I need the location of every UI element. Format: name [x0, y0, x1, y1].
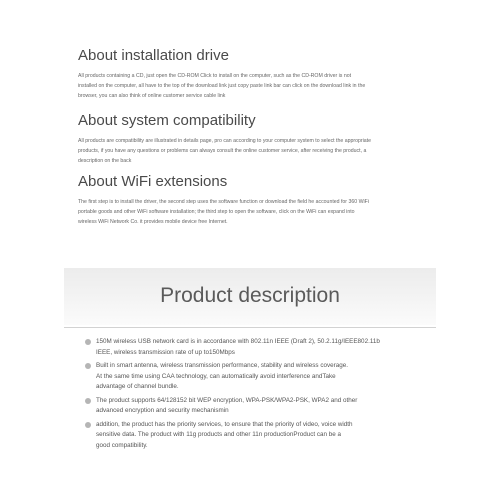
item-line: good compatibility. [96, 441, 148, 449]
section-title: About installation drive [78, 47, 229, 64]
list-item [80, 420, 440, 452]
divider [64, 327, 436, 328]
bullet-dot-icon [85, 422, 91, 428]
bullet-dot-icon [85, 339, 91, 345]
item-line: At the same time using CAA technology, can automatically avoid interference andTake [96, 372, 336, 380]
section-title: About system compatibility [78, 112, 256, 129]
list-item [80, 337, 440, 358]
section-title: About WiFi extensions [78, 173, 228, 190]
product-description-title: Product description [160, 284, 340, 307]
item-line: sensitive data. The product with 11g products and other 11n productionProduct can be a [96, 431, 342, 438]
section-body [78, 198, 436, 227]
section-body [78, 72, 436, 101]
section-body [78, 137, 436, 166]
bullet-dot-icon [85, 363, 91, 369]
body-line: installed on the computer, all have to the top of the download link just copy paste link bar can click on the download link in the [78, 82, 366, 89]
body-line: All products are compatibility are illustrated in details page, pro can according to your computer system to select the appropriate [78, 138, 371, 144]
body-line: All products containing a CD, just open the CD-ROM Click to install on the computer, such as the CD-ROM driver is not [78, 73, 352, 79]
section-system-compatibility [78, 112, 436, 166]
bullet-dot-icon [85, 398, 91, 404]
body-line: browser, you can also think of online customer service cable link [78, 92, 226, 99]
list-item [80, 396, 440, 417]
item-line: 150M wireless USB network card is in accordance with 802.11n IEEE (Draft 2), 50.2.11g/IEEE802.11b [96, 338, 380, 345]
item-line: addition, the product has the priority services, to ensure that the priority of video, voice width [96, 420, 353, 428]
item-line: Built in smart antenna, wireless transmission performance, stability and wireless coverage. [96, 362, 348, 369]
body-line: The first step is to install the driver, the second step uses the software function or download the field he accounted for 360 WiFi [78, 199, 369, 205]
item-line: advanced encryption and security mechanismin [96, 407, 229, 414]
body-line: products, if you have any questions or problems can always consult the online customer service, after receiving the product, a [78, 147, 367, 154]
item-line: The product supports 64/128152 bit WEP encryption, WPA-PSK/WPA2-PSK, WPA2 and other [96, 396, 358, 404]
item-line: IEEE, wireless transmission rate of up to150Mbps [96, 348, 235, 356]
body-line: portable goods and other WiFi software installation; the third step to open the software, click on the WiFi can expand into [78, 208, 355, 215]
item-line: advantage of channel bundle. [96, 383, 179, 390]
feature-list [80, 337, 440, 454]
list-item [80, 361, 440, 393]
body-line: description on the back [78, 157, 132, 164]
section-wifi-extensions [78, 173, 436, 227]
body-line: wireless WiFi Network Co. it provides mobile device free Internet. [78, 218, 228, 225]
section-installation-drive [78, 47, 436, 101]
